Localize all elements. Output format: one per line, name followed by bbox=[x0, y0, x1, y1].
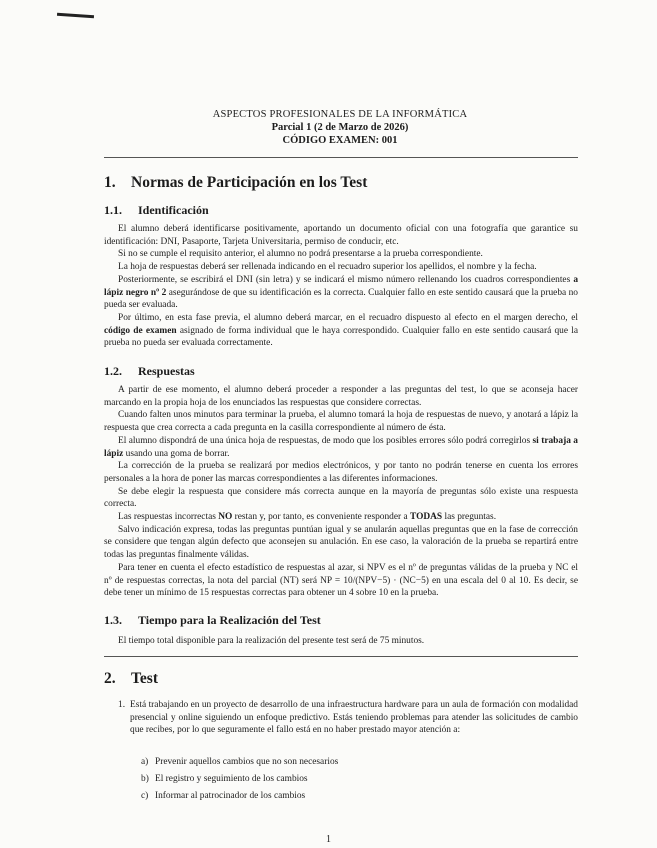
exam-subtitle: Parcial 1 (2 de Marzo de 2026) bbox=[271, 122, 409, 133]
option-label: b) bbox=[141, 774, 149, 784]
pen-mark bbox=[57, 13, 94, 19]
paragraph: La hoja de respuestas deberá ser rellenada indicando en el recuadro superior los apellidos, el nombre y la fecha. bbox=[118, 262, 537, 273]
paragraph: Para tener en cuenta el efecto estadístico de respuestas al azar, si NPV es el nº de preguntas válidas de la prueba y NC el nº de respuestas correctas, la nota del parcial (NT) será NP = 10/(NPV−5) · (NC−5) en una escala del 0 al 10. Es decir, se debe tener un mínimo de 15 respuestas correctas para obtener un 4 sobre 10 en la prueba. bbox=[104, 562, 578, 599]
text: las preguntas. bbox=[442, 512, 497, 523]
paragraph: Salvo indicación expresa, todas las preguntas puntúan igual y se anularán aquellas preguntas que en la fase de corrección se considere que tengan algún defecto que aconsejen su anulación. En ese caso, la valoración de la prueba se repartirá entre todas las preguntas finalmente válidas. bbox=[104, 524, 578, 561]
exam-code: CÓDIGO EXAMEN: 001 bbox=[282, 135, 398, 146]
option-text: Informar al patrocinador de los cambios bbox=[155, 791, 306, 801]
subsection-title: Respuestas bbox=[138, 364, 195, 378]
subsection-number: 1.3. bbox=[104, 613, 122, 627]
section-2-heading bbox=[104, 670, 158, 688]
responses-text bbox=[104, 384, 578, 600]
paragraph: Cuando falten unos minutos para terminar la prueba, el alumno tomará la hoja de respuestas de nuevo, y anotará a lápiz la respuesta que crea correcta a cada pregunta en la casilla correspondiente al número de ésta. bbox=[104, 410, 578, 434]
option-a bbox=[141, 756, 338, 769]
emphasis: TODAS bbox=[410, 512, 443, 523]
emphasis: si trabaja a lápiz bbox=[104, 435, 578, 459]
section-number: 2. bbox=[104, 670, 116, 687]
option-c bbox=[141, 790, 305, 803]
paragraph bbox=[104, 274, 578, 312]
emphasis: NO bbox=[218, 512, 233, 523]
paragraph bbox=[104, 511, 578, 524]
option-label: a) bbox=[141, 757, 149, 767]
section-title: Normas de Participación en los Test bbox=[131, 174, 368, 191]
text: asegurándose de que su identificación es la correcta. Cualquier fallo en este sentido causará que la prueba no pueda ser evaluada. bbox=[104, 287, 578, 311]
text: El alumno dispondrá de una única hoja de respuestas, de modo que los posibles errores sólo podrá corregirlos bbox=[118, 435, 533, 446]
header-divider bbox=[104, 157, 578, 158]
text: restan y, por tanto, es conveniente responder a bbox=[232, 512, 410, 523]
option-label: c) bbox=[141, 791, 149, 801]
question-1 bbox=[118, 699, 578, 737]
text: Por último, en esta fase previa, el alumno deberá marcar, en el recuadro dispuesto al efecto en el margen derecho, el bbox=[118, 312, 578, 323]
question-text: Está trabajando en un proyecto de desarrollo de una infraestructura hardware para un aula de formación con modalidad presencial y online siguiendo un enfoque predictivo. Estás teniendo problemas para atender las solicitudes de cambio que recibes, por lo que seguramente el fallo está en no haber prestado mayor atención a: bbox=[130, 700, 578, 736]
time-text bbox=[104, 635, 578, 648]
exam-header bbox=[100, 108, 580, 147]
option-text: Prevenir aquellos cambios que no son necesarios bbox=[155, 757, 339, 767]
section-number: 1. bbox=[104, 174, 116, 191]
subsection-number: 1.2. bbox=[104, 364, 122, 378]
paragraph: Si no se cumple el requisito anterior, el alumno no podrá presentarse a la prueba correspondiente. bbox=[118, 249, 483, 260]
section-title: Test bbox=[131, 670, 158, 687]
paragraph bbox=[104, 312, 578, 350]
text: Las respuestas incorrectas bbox=[118, 512, 219, 523]
course-title: ASPECTOS PROFESIONALES DE LA INFORMÁTICA bbox=[212, 109, 468, 120]
subsection-1-3-heading bbox=[104, 613, 321, 628]
text: asignado de forma individual que le haya correspondido. Cualquier fallo en este sentido causará que la prueba no pueda ser evaluada correctamente. bbox=[104, 325, 579, 349]
identification-text bbox=[104, 223, 578, 350]
paragraph: El alumno deberá identificarse positivamente, aportando un documento oficial con una fotografía que garantice su identificación: DNI, Pasaporte, Tarjeta Universitaria, permiso de conducir, etc. bbox=[104, 224, 578, 247]
page-number: 1 bbox=[326, 834, 331, 845]
subsection-number: 1.1. bbox=[104, 203, 122, 217]
section-divider bbox=[104, 656, 578, 657]
question-number: 1. bbox=[118, 700, 126, 710]
paragraph: A partir de ese momento, el alumno deberá proceder a responder a las preguntas del test, lo que se aconseja hacer marcando en la propia hoja de los enunciados las respuestas que considere correctas. bbox=[104, 385, 578, 408]
subsection-title: Tiempo para la Realización del Test bbox=[138, 613, 321, 627]
paragraph: La corrección de la prueba se realizará por medios electrónicos, y por tanto no podrán tenerse en cuenta los errores personales a la hora de poner las marcas correspondientes a las diferentes informaciones. bbox=[104, 461, 578, 484]
subsection-title: Identificación bbox=[138, 203, 209, 217]
subsection-1-1-heading bbox=[104, 203, 209, 218]
subsection-1-2-heading bbox=[104, 364, 195, 379]
paragraph: El tiempo total disponible para la realización del presente test será de 75 minutos. bbox=[118, 636, 425, 646]
paragraph: Se debe elegir la respuesta que considere más correcta aunque en la mayoría de preguntas sólo existe una respuesta correcta. bbox=[104, 486, 578, 510]
text: Posteriormente, se escribirá el DNI (sin letra) y se indicará el mismo número rellenando los cuadros correspondientes bbox=[118, 274, 574, 285]
emphasis: código de examen bbox=[104, 325, 177, 336]
option-text: El registro y seguimiento de los cambios bbox=[155, 774, 308, 784]
paragraph bbox=[104, 435, 578, 460]
emphasis: a lápiz negro nº 2 bbox=[104, 274, 578, 298]
option-b bbox=[141, 773, 308, 786]
text: usando una goma de borrar. bbox=[123, 448, 230, 459]
section-1-heading bbox=[104, 174, 367, 192]
